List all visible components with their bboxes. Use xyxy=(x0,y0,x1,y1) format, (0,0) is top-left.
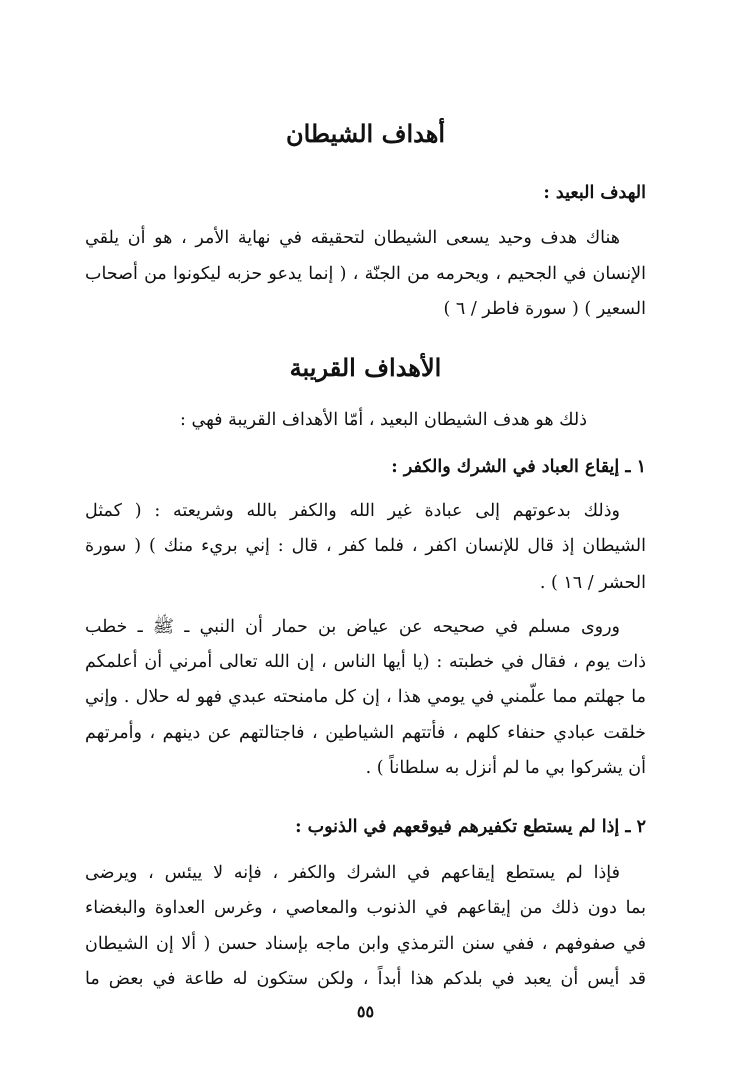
near-goals-title: الأهداف القريبة xyxy=(289,353,442,382)
section-2-line-2: بما دون ذلك من إيقاعهم في الذنوب والمعاصي ، وغرس العداوة والبغضاء xyxy=(85,898,646,918)
far-goal-heading: الهدف البعيد : xyxy=(543,183,646,203)
section-1-para-2-line-4: خلقت عبادي حنفاء كلهم ، فأتتهم الشياطين ، فاجتالتهم عن دينهم ، وأمرتهم xyxy=(85,723,646,743)
section-1-para-2-line-2: ذات يوم ، فقال في خطبته : (يا أيها الناس ، إن الله تعالى أمرني أن أعلمكم xyxy=(85,652,646,672)
near-goals-intro: ذلك هو هدف الشيطان البعيد ، أمّا الأهداف القريبة فهي : xyxy=(180,410,587,430)
page-title: أهداف الشيطان xyxy=(285,119,446,148)
section-1-para-1-line-2: الشيطان إذ قال للإنسان اكفر ، فلما كفر ، قال : إني بريء منك ) ( سورة xyxy=(85,536,646,556)
far-goal-line-1: هناك هدف وحيد يسعى الشيطان لتحقيقه في نهاية الأمر ، هو أن يلقي xyxy=(85,228,620,248)
section-2-line-3: في صفوفهم ، ففي سنن الترمذي وابن ماجه بإسناد حسن ( ألا إن الشيطان xyxy=(85,934,646,954)
section-1-heading: ١ ـ إيقاع العباد في الشرك والكفر : xyxy=(391,457,646,477)
section-1-para-1-line-3: الحشر / ١٦ ) . xyxy=(539,573,646,593)
section-1-para-2-line-1: وروى مسلم في صحيحه عن عياض بن حمار أن النبي ـ ﷺ ـ خطب xyxy=(85,617,620,637)
section-2-line-4: قد أيس أن يعبد في بلدكم هذا أبداً ، ولكن ستكون له طاعة في بعض ما xyxy=(85,969,646,989)
section-1-para-2-line-5: أن يشركوا بي ما لم أنزل به سلطاناً ) . xyxy=(365,758,646,778)
far-goal-line-2: الإنسان في الجحيم ، ويحرمه من الجنّة ، ( إنما يدعو حزبه ليكونوا من أصحاب xyxy=(85,264,646,284)
section-2-line-1: فإذا لم يستطع إيقاعهم في الشرك والكفر ، فإنه لا ييئس ، ويرضى xyxy=(85,863,620,883)
page-number: ٥٥ xyxy=(356,1002,375,1021)
section-1-para-1-line-1: وذلك بدعوتهم إلى عبادة غير الله والكفر بالله وشريعته : ( كمثل xyxy=(85,501,620,521)
section-2-heading: ٢ ـ إذا لم يستطع تكفيرهم فيوقعهم في الذنوب : xyxy=(295,817,646,837)
section-1-para-2-line-3: ما جهلتم مما علّمني في يومي هذا ، إن كل مامنحته عبدي فهو له حلال . وإني xyxy=(85,687,646,707)
far-goal-line-3: السعير ) ( سورة فاطر / ٦ ) xyxy=(443,299,646,319)
